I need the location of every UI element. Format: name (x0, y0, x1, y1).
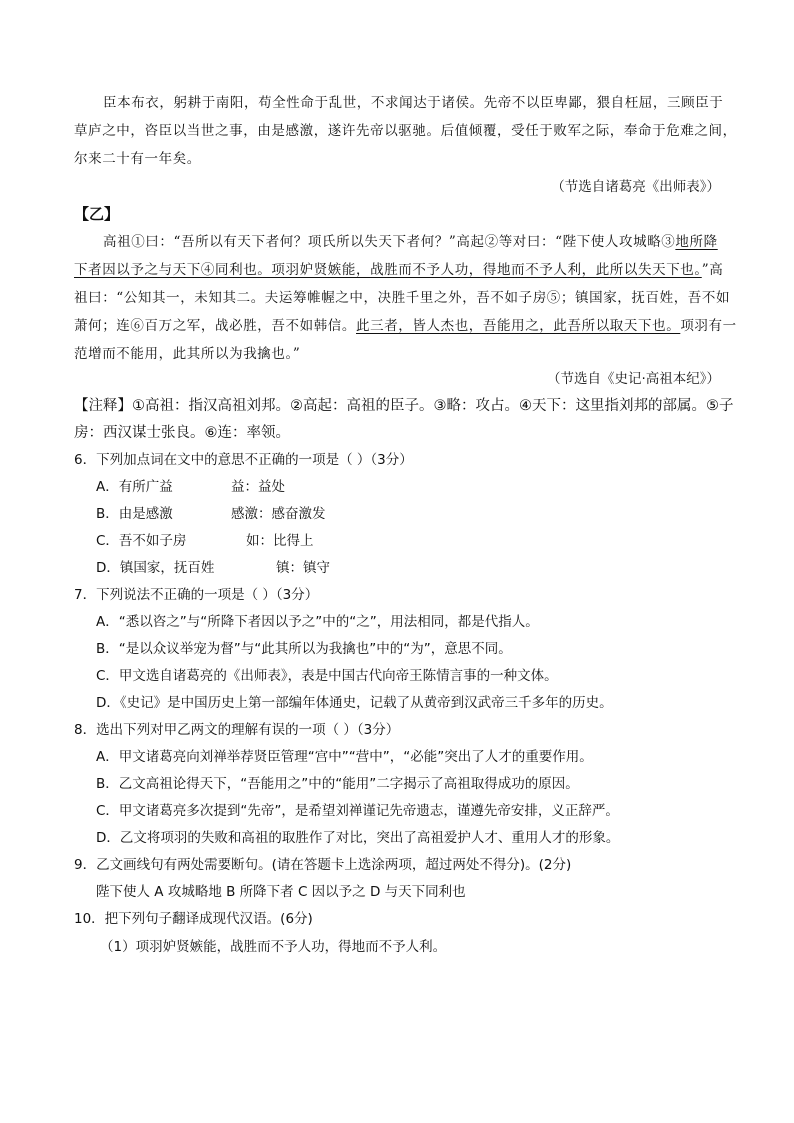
q6-option-c (96, 531, 314, 551)
yi-line-4-a: 萧何；连⑥百万之军，战必胜，吾不如韩信。 (74, 318, 356, 334)
yi-line-2 (74, 260, 723, 280)
q8-option-d: D．乙文将项羽的失败和高祖的取胜作了对比，突出了高祖爱护人才、重用人才的形象。 (96, 830, 620, 846)
yi-line-5: 范增而不能用，此其所以为我擒也。” (74, 346, 301, 362)
q8-option-c: C．甲文诸葛亮多次提到“先帝”，是希望刘禅谨记先帝遗志，谨遵先帝安排，义正辞严。 (96, 803, 619, 819)
q6-option-c-label: C．吾不如子房 (96, 533, 187, 549)
q8-option-a: A．甲文诸葛亮向刘禅举荐贤臣管理“宫中”“营中”，“必能”突出了人才的重要作用。 (96, 749, 593, 765)
q8-stem: 8．选出下列对甲乙两文的理解有误的一项（ ）（3分） (74, 722, 400, 738)
q6-option-a (96, 477, 285, 497)
yi-line-1-text: 高祖①曰：“吾所以有天下者何？项氏所以失天下者何？”高起②等对曰：“陛下使人攻城略③ (103, 234, 676, 250)
yi-line-2-tail: ”高 (701, 262, 724, 278)
q6-stem: 6．下列加点词在文中的意思不正确的一项是（ ）（3分） (74, 452, 413, 468)
jia-line-3: 尔来二十有一年矣。 (74, 151, 201, 167)
q9-stem: 9．乙文画线句有两处需要断句。(请在答题卡上选涂两项，超过两处不得分)。(2分) (74, 857, 572, 873)
q7-option-b: B．“是以众议举宠为督”与“此其所以为我擒也”中的“为”，意思不同。 (96, 641, 512, 657)
q10-item-1: （1）项羽妒贤嫉能，战胜而不予人功，得地而不予人利。 (100, 939, 447, 955)
jia-line-1: 臣本布衣，躬耕于南阳，苟全性命于乱世，不求闻达于诸侯。先帝不以臣卑鄙，猥自枉屈，三顾臣于 (103, 95, 724, 111)
q6-option-a-gloss: 益：益处 (231, 479, 285, 495)
notes-line-2: 房：西汉谋士张良。⑥连：率领。 (74, 425, 290, 441)
yi-source: （节选自《史记·高祖本纪》） (546, 371, 720, 387)
q7-stem: 7．下列说法不正确的一项是（ ）（3分） (74, 587, 319, 603)
q7-option-d: D．《史记》是中国历史上第一部编年体通史，记载了从黄帝到汉武帝三千多年的历史。 (96, 695, 613, 711)
q6-option-b (96, 504, 326, 524)
q6-option-d (96, 558, 330, 578)
yi-line-4 (74, 316, 737, 336)
yi-line-1 (103, 232, 718, 252)
q6-option-d-gloss: 镇：镇守 (276, 560, 330, 576)
jia-line-2: 草庐之中，咨臣以当世之事，由是感激，遂许先帝以驱驰。后值倾覆，受任于败军之际，奉命于危难之间， (74, 123, 737, 139)
q6-option-b-label: B．由是感激 (96, 506, 173, 522)
jia-source: （节选自诸葛亮《出师表》） (551, 179, 720, 195)
yi-underlined-second: 此三者，皆人杰也，吾能用之，此吾所以取天下也。 (356, 318, 681, 334)
q6-option-b-gloss: 感激：感奋激发 (231, 506, 326, 522)
yi-underlined-start: 地所降 (675, 234, 718, 250)
q7-option-a: A．“悉以咨之”与“所降下者因以予之”中的“之”，用法相同，都是代指人。 (96, 614, 539, 630)
yi-line-4-c: 项羽有一 (680, 318, 737, 334)
q8-option-b: B．乙文高祖论得天下，“吾能用之”中的“能用”二字揭示了高祖取得成功的原因。 (96, 776, 579, 792)
q6-option-a-label: A．有所广益 (96, 479, 173, 495)
q6-option-d-label: D．镇国家，抚百姓 (96, 560, 215, 576)
notes-line-1: 【注释】①高祖：指汉高祖刘邦。②高起：高祖的臣子。③略：攻占。④天下：这里指刘邦的部属。⑤子 (74, 398, 734, 414)
q7-option-c: C．甲文选自诸葛亮的《出师表》，表是中国古代向帝王陈情言事的一种文体。 (96, 668, 558, 684)
yi-line-3: 祖曰：“公知其一，未知其二。夫运筹帷幄之中，决胜千里之外，吾不如子房⑤；镇国家，抚百姓，吾不如 (74, 290, 731, 306)
q10-stem: 10．把下列句子翻译成现代汉语。(6分) (74, 911, 313, 927)
q6-option-c-gloss: 如：比得上 (246, 533, 314, 549)
yi-underlined-sentence: 下者因以予之与天下④同利也。项羽妒贤嫉能，战胜而不予人功，得地而不予人利，此所以失天下也。 (74, 262, 702, 278)
yi-heading: 【乙】 (74, 205, 120, 223)
q9-sentence: 陛下使人 A 攻城略地 B 所降下者 C 因以予之 D 与天下同利也 (96, 884, 466, 900)
